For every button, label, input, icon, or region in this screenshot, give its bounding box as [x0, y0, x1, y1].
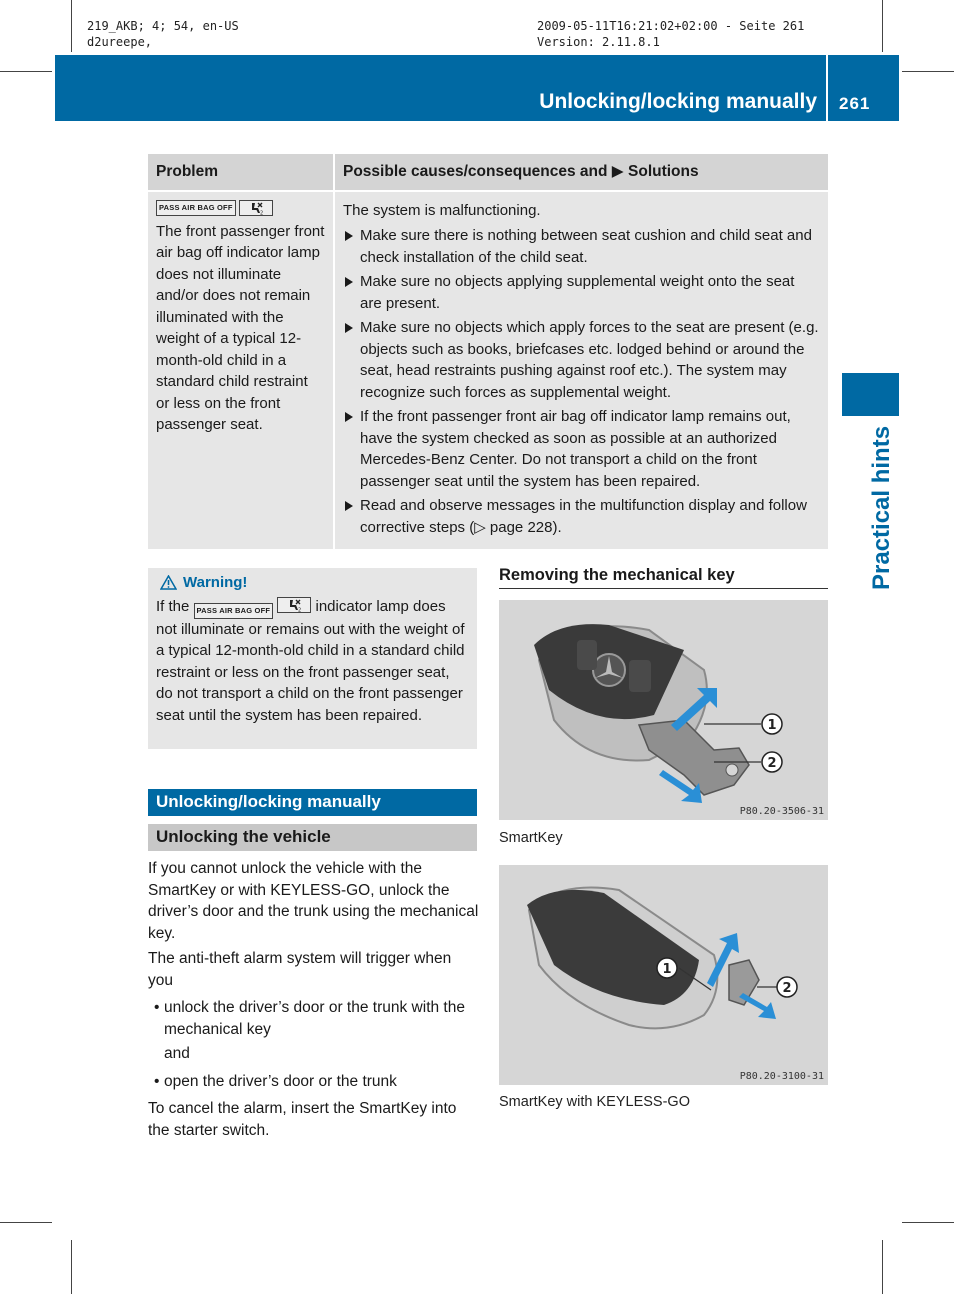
- crop-mark: [0, 71, 52, 72]
- smartkey-figure: [499, 600, 828, 820]
- list-item: • unlock the driver’s door or the trunk with the mechanical key: [148, 997, 479, 1040]
- callout-1: 1: [662, 962, 672, 977]
- warning-triangle-icon: [160, 575, 177, 590]
- figure-code: P80.20-3506-31: [739, 806, 824, 817]
- indicator-symbols: [156, 200, 325, 216]
- meta-right-line1: 2009-05-11T16:21:02+02:00 - Seite 261: [537, 19, 805, 33]
- unlocking-body: [148, 858, 479, 1145]
- child-seat-airbag-icon: [239, 200, 273, 216]
- removing-key-heading: Removing the mechanical key: [499, 566, 828, 589]
- section-heading: Unlocking/locking manually: [148, 789, 477, 816]
- crop-mark: [902, 1222, 954, 1223]
- page-header: [55, 55, 899, 121]
- problem-cell: [148, 191, 334, 550]
- figure-caption: SmartKey with KEYLESS-GO: [499, 1094, 690, 1110]
- arrow-bullet-icon: [345, 323, 353, 333]
- crop-mark: [0, 1222, 52, 1223]
- solution-text: Make sure there is nothing between seat cushion and child seat and check installation of the child seat.: [360, 227, 812, 266]
- table-row: [148, 191, 828, 550]
- callout-2: 2: [782, 981, 792, 996]
- print-meta-left: [87, 18, 239, 50]
- table-header-row: [148, 154, 828, 191]
- solution-text: Make sure no objects applying supplemental weight onto the seat are present.: [360, 273, 795, 312]
- paragraph: If you cannot unlock the vehicle with the SmartKey or with KEYLESS-GO, unlock the driver’s door and the trunk using the mechanical key.: [148, 860, 479, 942]
- solution-text: Make sure no objects which apply forces to the seat are present (e.g. objects such as books, briefcases etc. lodged behind or around the seat, head restraints pushing against roof etc.). The system may recognize such forces as supplemental weight.: [360, 319, 819, 401]
- list-item: • open the driver’s door or the trunk: [148, 1071, 479, 1093]
- arrow-bullet-icon: [345, 231, 353, 241]
- crop-mark: [882, 0, 883, 52]
- col-header-solutions: Possible causes/consequences and ▶ Solutions: [334, 154, 828, 191]
- solutions-list: [343, 225, 820, 538]
- figure-code: P80.20-3100-31: [739, 1071, 824, 1082]
- list-item: [343, 271, 820, 314]
- meta-right-line2: Version: 2.11.8.1: [537, 35, 660, 49]
- warning-body: indicator lamp does not illuminate or remains out with the weight of a typical 12-month-old child in a standard child restraint or less on the front passenger seat, do not transport a child on the front passenger seat until the system has been repaired.: [156, 597, 465, 724]
- crop-mark: [882, 1240, 883, 1294]
- side-tab-text: Practical hints: [868, 425, 895, 590]
- side-tab-marker: [842, 373, 899, 416]
- pass-air-bag-off-indicator: PASS AIR BAG OFF: [156, 200, 236, 216]
- smartkey-keyless-go-illustration: [499, 865, 828, 1085]
- smartkey-keyless-go-figure: [499, 865, 828, 1085]
- solutions-cell: [334, 191, 828, 550]
- header-divider: [826, 55, 828, 121]
- problem-description: The front passenger front air bag off indicator lamp does not illuminate and/or does not remain illuminated with the weight of a typical 12-month-old child in a standard child restraint or less on the front passenger seat.: [156, 222, 325, 433]
- solution-text: Read and observe messages in the multifunction display and follow corrective steps (▷ page 228).: [360, 497, 807, 536]
- side-tab-label: [842, 420, 895, 590]
- print-meta-right: [537, 18, 804, 50]
- warning-text: [156, 596, 469, 727]
- list-item: [343, 406, 820, 492]
- child-seat-airbag-icon: [277, 597, 311, 613]
- page-number: 261: [839, 94, 871, 113]
- subsection-heading: Unlocking the vehicle: [148, 824, 477, 851]
- warning-header: [160, 572, 469, 594]
- problem-solutions-table: [148, 154, 828, 549]
- callout-1: 1: [767, 718, 777, 733]
- arrow-bullet-icon: [345, 277, 353, 287]
- crop-mark: [71, 0, 72, 52]
- col-header-problem: Problem: [148, 154, 334, 191]
- list-item: [343, 495, 820, 538]
- svg-text:2: 2: [259, 210, 263, 215]
- solution-text: If the front passenger front air bag off indicator lamp remains out, have the system checked as soon as possible at an authorized Mercedes-Benz Center. Do not transport a child on the front passenger seat until the system has been repaired.: [360, 408, 791, 490]
- svg-text:2: 2: [298, 607, 302, 612]
- warning-box: [148, 568, 477, 749]
- paragraph: To cancel the alarm, insert the SmartKey into the starter switch.: [148, 1100, 457, 1139]
- crop-mark: [71, 1240, 72, 1294]
- warning-title: Warning!: [183, 574, 248, 591]
- smartkey-illustration: [499, 600, 828, 820]
- pass-air-bag-off-indicator: PASS AIR BAG OFF: [194, 603, 274, 619]
- figure-caption: SmartKey: [499, 830, 563, 846]
- arrow-bullet-icon: [345, 501, 353, 511]
- meta-left-line1: 219_AKB; 4; 54, en-US: [87, 19, 239, 33]
- meta-left-line2: d2ureepe,: [87, 35, 153, 49]
- list-item: [343, 317, 820, 403]
- crop-mark: [902, 71, 954, 72]
- callout-2: 2: [767, 756, 777, 771]
- list-item: [343, 225, 820, 268]
- cause-text: The system is malfunctioning.: [343, 201, 541, 219]
- conjunction: and: [164, 1045, 190, 1062]
- paragraph: The anti-theft alarm system will trigger when you: [148, 950, 452, 989]
- warning-prefix: If the: [156, 597, 190, 615]
- page-title: Unlocking/locking manually: [539, 90, 817, 113]
- arrow-bullet-icon: [345, 412, 353, 422]
